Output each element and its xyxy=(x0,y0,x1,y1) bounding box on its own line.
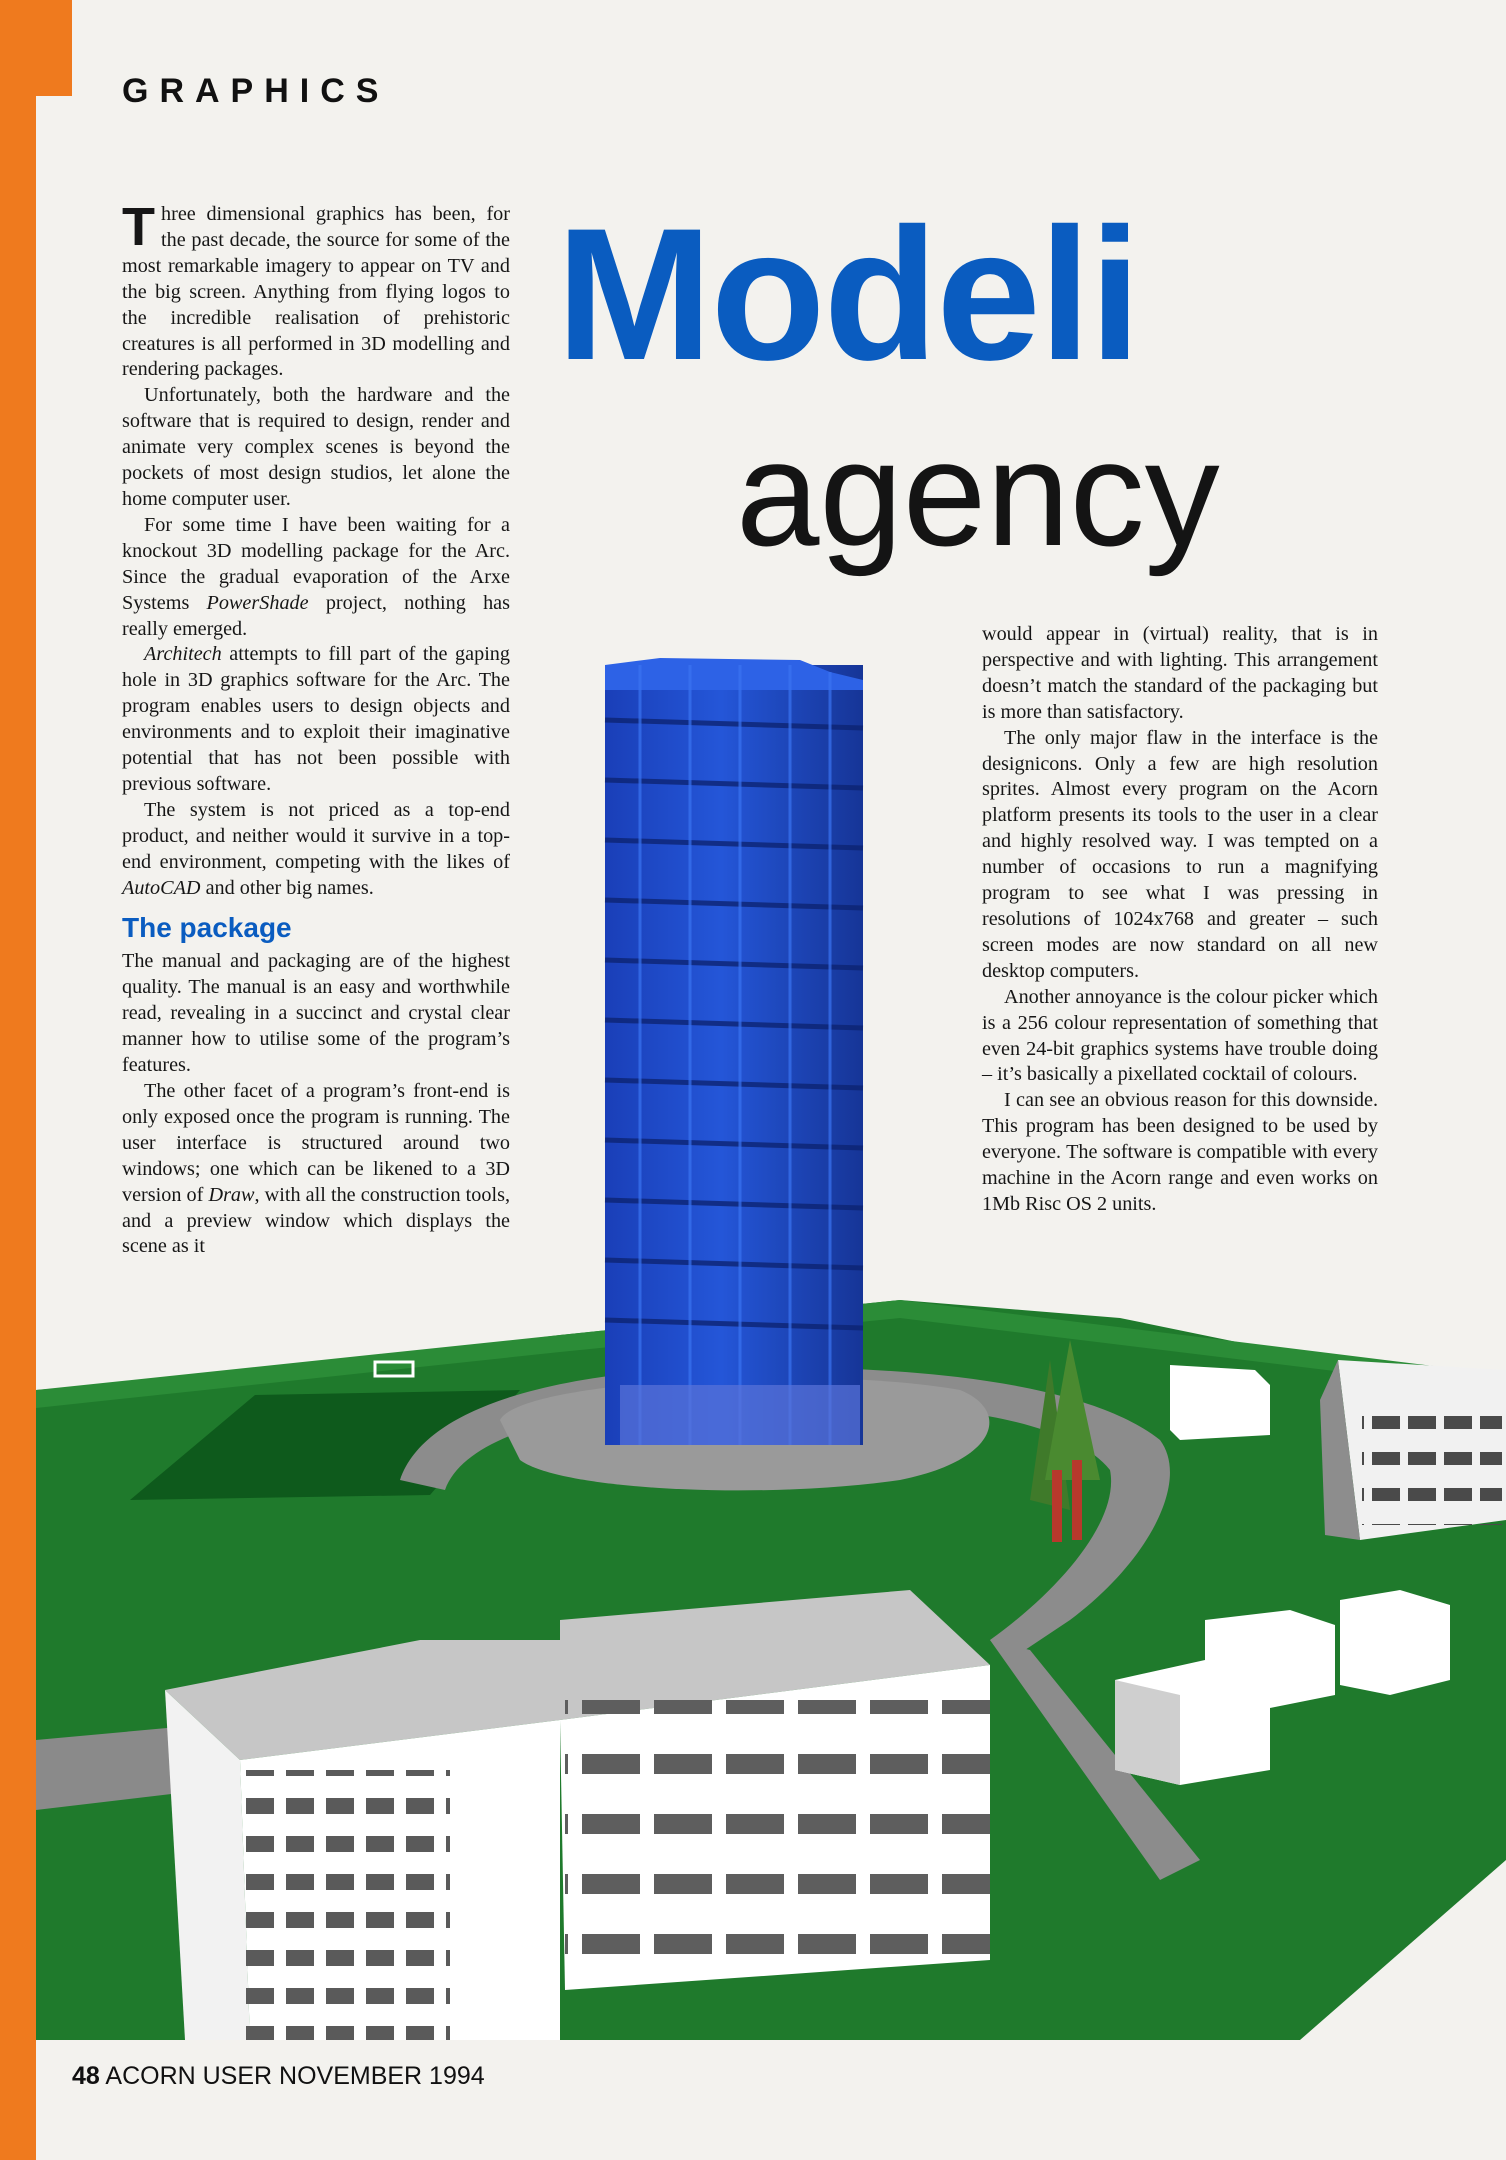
glass-tower xyxy=(605,658,863,1445)
paragraph: The other facet of a program’s front-end is only exposed once the program is running. The user interface is structured around two windows; one which can be likened to a 3D version of Draw, with all the construction tools, and a preview window which displays the scene as it xyxy=(122,1080,510,1258)
article-column-right xyxy=(982,622,1378,1218)
paragraph: Three dimensional graphics has been, for the past decade, the source for some of the most remarkable imagery to appear on TV and the big screen. Anything from flying logos to the incredible realisation of prehistoric creatures is all performed in 3D modelling and rendering packages. xyxy=(122,197,510,381)
drop-cap: T xyxy=(122,197,155,257)
paragraph: Another annoyance is the colour picker which is a 256 colour representation of something that even 24-bit graphics systems have trouble doing – it’s basically a pixellated cocktail of colours. xyxy=(982,985,1378,1086)
section-subheading: The package xyxy=(122,912,292,944)
subheadline: agency xyxy=(736,409,1220,577)
paragraph: Unfortunately, both the hardware and the software that is required to design, render and animate very complex scenes is beyond the pockets of most design studios, let alone the home computer user. xyxy=(122,384,510,510)
paragraph: The system is not priced as a top-end product, and neither would it survive in a top-end environment, competing with the likes of AutoCAD and other big names. xyxy=(122,798,510,899)
article-column-left xyxy=(122,197,510,1260)
publication-line: ACORN USER NOVEMBER 1994 xyxy=(105,2062,485,2090)
paragraph: For some time I have been waiting for a knockout 3D modelling package for the Arc. Since the gradual evaporation of the Arxe Systems PowerShade project, nothing has really emerged. xyxy=(122,513,510,640)
left-apartment-block xyxy=(165,1640,560,2040)
center-apartment-block xyxy=(560,1590,990,1990)
paragraph: would appear in (virtual) reality, that is in perspective and with lighting. This arrangement doesn’t match the standard of the packaging but is more than satisfactory. xyxy=(982,623,1378,723)
paragraph: The only major flaw in the interface is the designicons. Only a few are high resolution sprites. Almost every program on the Acorn platform presents its tools to the user in a clear and highly resolved way. I was tempted on a number of occasions to run a magnifying program to see what I was pressing in resolutions of 1024x768 and greater – such screen modes are now standard on all new desktop computers. xyxy=(982,726,1378,982)
page-footer xyxy=(72,2062,485,2091)
headline: Modeli xyxy=(556,189,1140,399)
page-number: 48 xyxy=(72,2062,100,2090)
paragraph: I can see an obvious reason for this downside. This program has been designed to be used by everyone. The software is compatible with every machine in the Acorn range and even works on 1Mb Risc OS 2 units. xyxy=(982,1089,1378,1215)
section-label: GRAPHICS xyxy=(122,72,390,110)
paragraph: Architech attempts to fill part of the gaping hole in 3D graphics software for the Arc. The program enables users to design objects and environments and to exploit their imaginative potential that has not been possible with previous software. xyxy=(122,643,510,795)
paragraph: The manual and packaging are of the highest quality. The manual is an easy and worthwhile read, revealing in a succinct and crystal clear manner how to utilise some of the program’s features. xyxy=(122,950,510,1077)
